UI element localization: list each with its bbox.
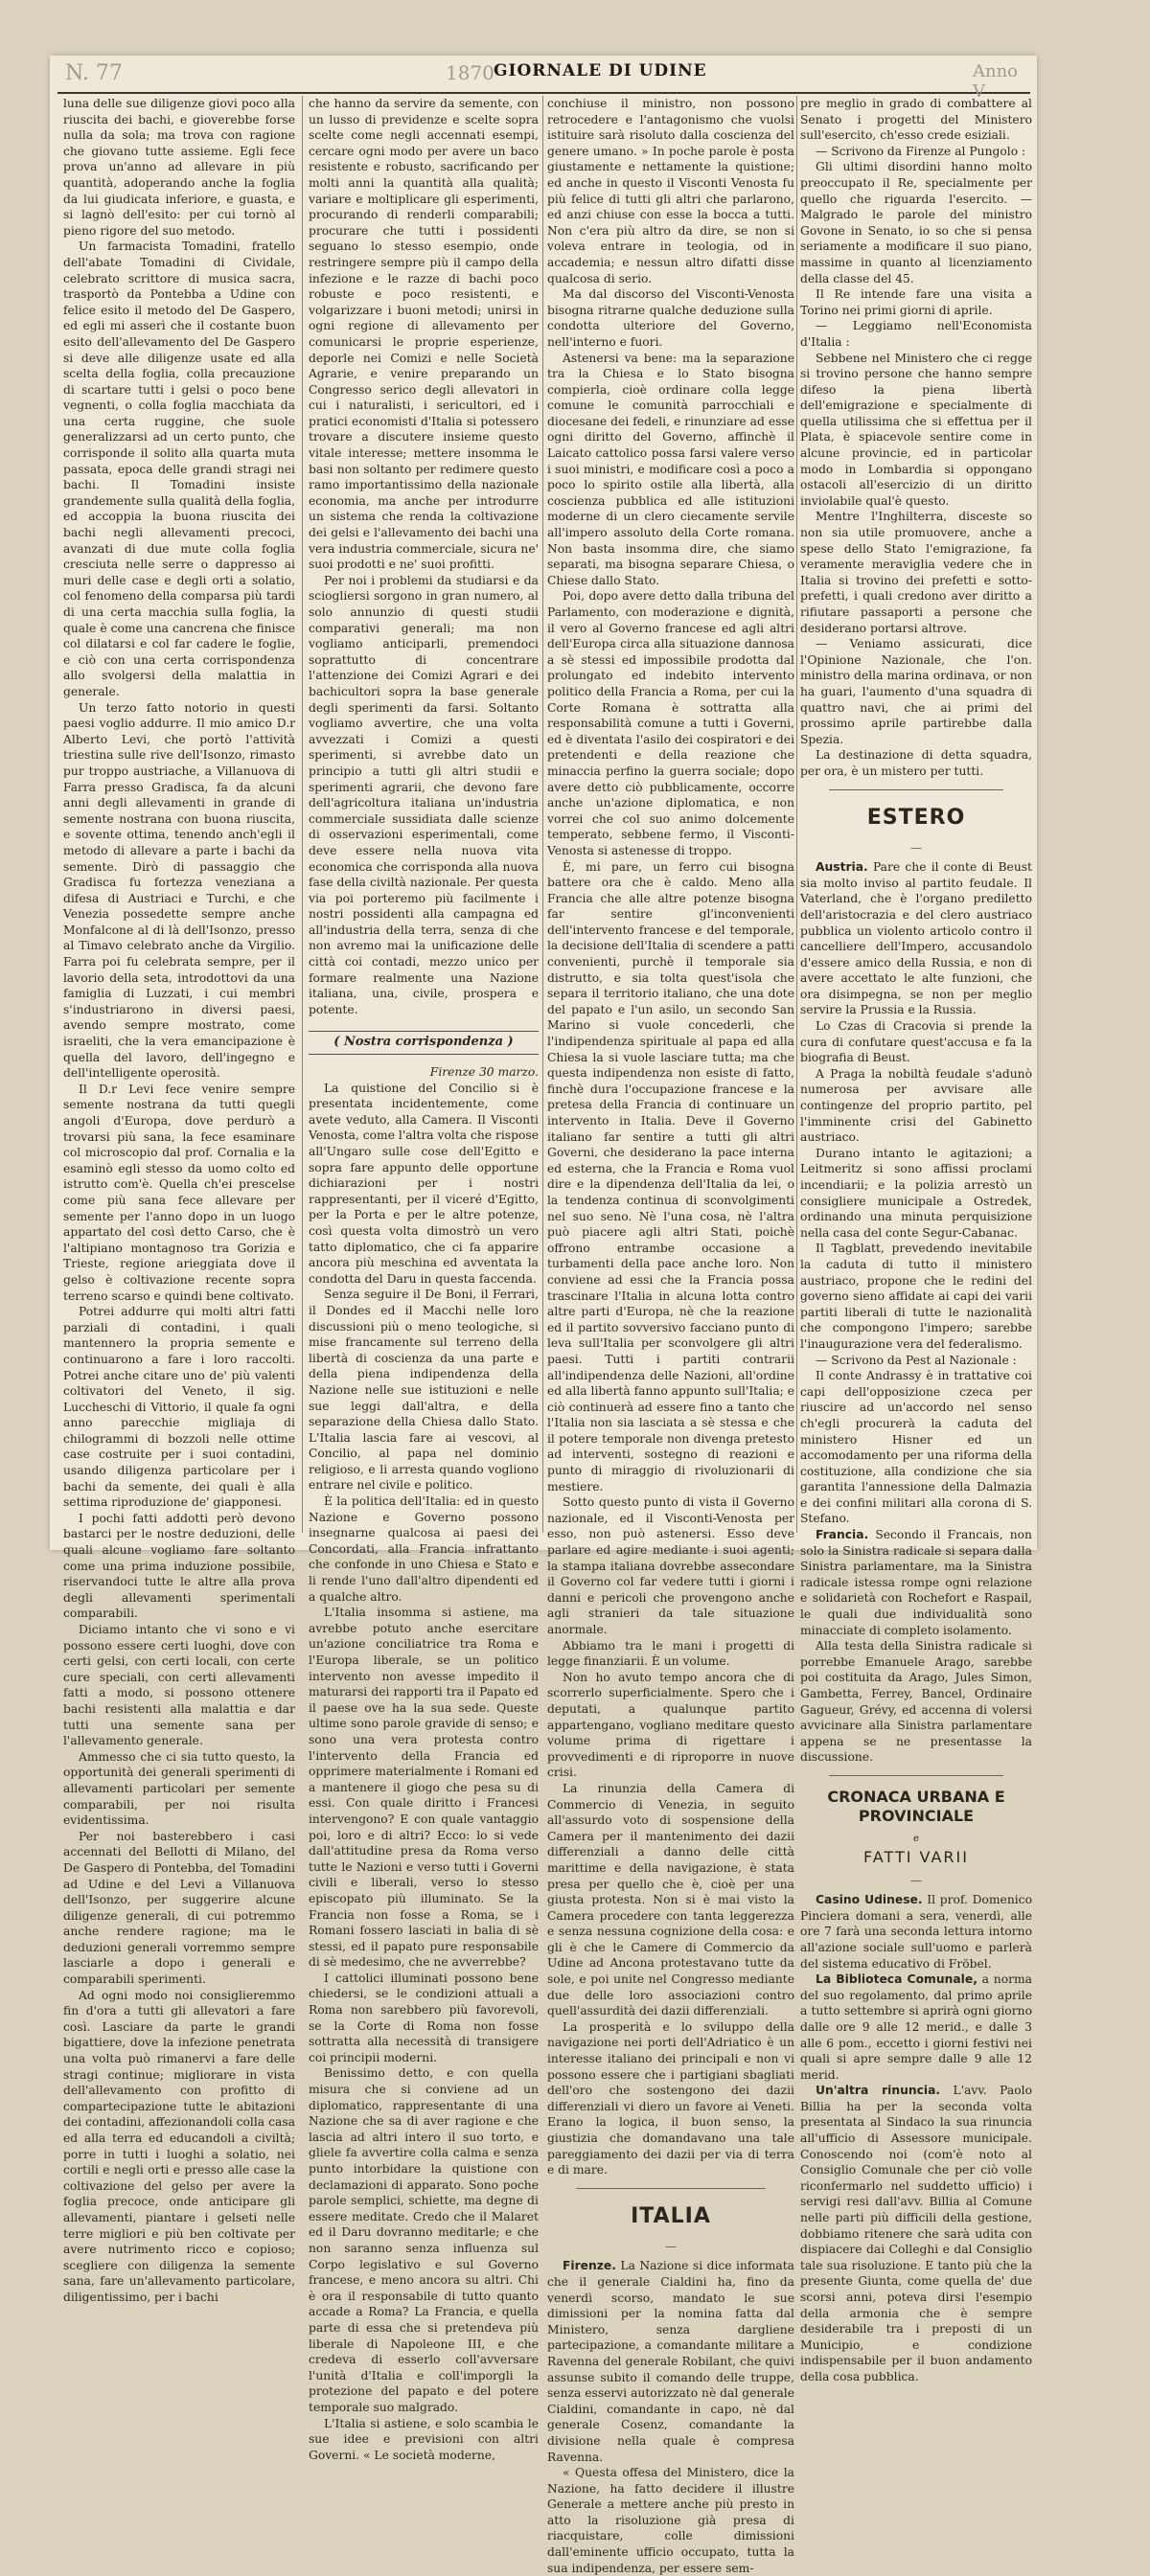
paragraph: Secondo il Francais, non solo la Sinistra radicale si separa dalla Sinistra parlamentare, ma la Sinistra radicale istessa rompe ogni relazione e solidarietà con Rochefort e Raspail, le quali due individualità sono minacciate di completo isolamento. [800,1528,1032,1637]
paragraph: Sebbene nel Ministero che ci regge si trovino persone che hanno sempre difeso la piena libertà dell'emigrazione e specialmente di quella utilissima che si effettua per il Plata, è spiacevole sentire come in alcune provincie, ed in particolar modo in Lombardia si oppongano ostacoli all'esercizio di un diritto inviolabile qual'è questo. [800,351,1032,508]
paragraph: La Nazione si dice informata che il generale Cialdini ha, fino da venerdì scorso, mandato le sue dimissioni per la nomina fatta dal Ministero, senza dargliene partecipazione, a comandante militare a Ravenna del generale Robilant, che quivi assunse subito il comando delle truppe, senza esservi autorizzato nè dal generale Cialdini, comandante in capo, nè dal generale Cosenz, comandante la divisione nella quale è compresa Ravenna. [547,2259,794,2464]
paragraph: La quistione del Concilio si è presentata incidentemente, come avete veduto, alla Camera. Il Visconti Venosta, come l'altra volta che rispose all'Ungaro sulle cose dell'Egitto e sopra fare appunto delle opportune dichiarazioni per i nostri rappresentanti, per il viceré d'Egitto, per la Porta e per le altre potenze, così questa volta dimostrò un vero tatto diplomatico, che ci fa apparire ancora più meschina ed avventata la condotta del Daru in questa faccenda. [309,1081,539,1286]
paragraph: Per noi i problemi da studiarsi e da sciogliersi sorgono in gran numero, al solo annunzio di questi studii comparativi generali; ma non vogliamo anticiparli, premendoci soprattutto di concentrare l'attenzione dei Comizi Agrari e dei bachicultori sopra la base generale degli sperimenti da farsi. Soltanto vogliamo avvertire, che una volta avvezzati i Comizi a questi sperimenti, si avrebbe dato un principio a tutti gli altri studii e sperimenti agrarii, che devono fare dell'agricoltura italiana un'industria commerciale sussidiata dalle scienze di osservazioni esperimentali, come deve essere nella nuova vita economica che corrisponda alla nuova fase della civiltà nazionale. Per questa via poi porteremo più facilmente i nostri possidenti alla campagna ed all'industria della terra, senza di che non avremo mai la unificazione delle città coi contadi, mezzo unico per formare realmente una Nazione italiana, una, civile, prospera e potente. [309,573,539,1016]
paragraph: — Leggiamo nell'Economista d'Italia : [800,319,1032,349]
column-3 [547,96,794,2575]
masthead-year: 1870 [446,61,494,84]
paragraph: Durano intanto le agitazioni; a Leitmeritz si sono affissi proclami incendiarii; e la polizia arrestò un consigliere municipale a Ostredek, ordinando una minuta perquisizione nella casa del conte Segur-Cabanac. [800,1146,1032,1240]
correspondence-heading: ( Nostra corrispondenza ) [309,1031,539,1055]
paragraph: I cattolici illuminati possono bene chiedersi, se le condizioni attuali a Roma non sarebbero più favorevoli, se la Corte di Roma non fosse sottratta alla necessità di transigere coi principii moderni. [309,1971,539,2064]
paragraph: Ma dal discorso del Visconti-Venosta bisogna ritrarne qualche deduzione sulla condotta ulteriore del Governo, nell'interno e fuori. [547,287,794,349]
paragraph: A Praga la nobiltà feudale s'adunò numerosa per avvisare alle contingenze del proprio partito, pel l'imminente crisi del Gabinetto austriaco. [800,1066,1032,1145]
paragraph: Un farmacista Tomadini, fratello dell'abate Tomadini di Cividale, celebrato scrittore di musica sacra, trasportò da Pontebba a Udine con felice esito il metodo del De Gaspero, ed egli mi asserì che il costante buon esito dell'allevamento del De Gaspero si deve alle diligenze usate ed alla scelta della foglia, colla precauzione di scartare tutti i gelsi o poco bene vegnenti, o colla foglia macchiata da una certa ruggine, che suole generalizzarsi ad un certo punto, che corrisponde il solito alla quarta muta passata, epoca delle grandi stragi nei bachi. Il Tomadini insiste grandemente sulla qualità della foglia, ed accoppia la buona riuscita dei bachi negli allevamenti precoci, avanzati di due mute colla foglia cresciuta nelle serre o dappresso ai muri delle case e degli orti a solatio, col fenomeno della comparsa più tardi di una certa macchia sulla foglia, la quale è come una cancrena che finisce col dilatarsi e col far cadere le foglie, e ciò con una certa corrispondenza allo svolgersi della malattia in generale. [63,239,295,698]
paragraph: L'Italia insomma si astiene, ma avrebbe potuto anche esercitare un'azione conciliatrice tra Roma e l'Europa liberale, se un politico intervento non avesse impedito il maturarsi dei rapporti tra il Papato ed il paese ove ha la sua sede. Queste ultime sono parole gravide di senso; e sono una vera protesta contro l'intervento della Francia ed opprimere materialmente i Romani ed a mantenere il giogo che pesa su di essi. Con quale diritto i Francesi intervengono? E con quale vantaggio poi, loro e di altri? Ecco: lo si vede dall'attitudine presa da Roma verso tutte le Nazioni e verso tutti i Governi civili e liberali, verso lo stesso episcopato più illuminato. Se la Francia non fosse a Roma, se i Romani fossero lasciati in balia di sè stessi, ed il papato pure responsabile di sè medesimo, che ne avverrebbe? [309,1606,539,1970]
column-divider [542,96,543,1533]
column-divider [302,96,303,1533]
paragraph: — Scrivono da Firenze al Pungolo : [816,144,1026,158]
section-heading-italia: ITALIA [631,2203,711,2228]
paragraph: — Scrivono da Pest al Nazionale : [816,1353,1017,1367]
paragraph: Ad ogni modo noi consiglieremmo fin d'ora a tutti gli allevatori a fare così. Lasciare da parte le grandi bigattiere, dove la infezione penetrata una volta può rimanervi a fare delle stragi continue; migliorare in vista dell'allevamento con profitto di compartecipazione tutte le abitazioni dei contadini, affezionandoli colla casa ed alla terra ed educandoli a civiltà; porre in tutti i luoghi a solatio, nei cortili e negli orti e presso alle case la coltivazione del gelso per avere la foglia precoce, onde anticipare gli allevamenti, piantare i gelseti nelle terre migliori e più ben coltivate per avere nutrimento ricco e copioso; scegliere con diligenza la semente sana, fare un'allevamento particolare, diligentissimo, per i bachi [63,1988,295,2304]
dateline-austria: Austria. [816,860,868,875]
paragraph: Il Tagblatt, prevedendo inevitabile la caduta di tutto il ministero austriaco, propone che le redini del governo sieno affidate ai capi dei varii partiti liberali di tutte le nazionalità che compongono l'impero; sarebbe l'inaugurazione vera del federalismo. [800,1242,1032,1351]
section-heading-cronaca: CRONACA URBANA E PROVINCIALE [827,1787,1005,1825]
paragraph: Mentre l'Inghilterra, disceste so non sia utile promuovere, anche a spese dello Stato l'emigrazione, fa veramente meraviglia vedere che in Italia si trovino dei prefetti e sotto-prefetti, i quali credono aver diritto a rifiutare passaporti a persone che desiderano portarsi altrove. [800,510,1032,635]
divider [829,789,1003,790]
paragraph: Benissimo detto, e con quella misura che si conviene ad un diplomatico, rappresentante di una Nazione che sa di aver ragione e che lascia ad altri intero il suo torto, e gliele fa avvertire colla calma e senza punto intorbidare la quistione con declamazioni di apparato. Sono poche parole semplici, schiette, ma degne di essere meditate. Credo che il Malaret ed il Daru dovranno meditarle; e che non saranno senza influenza sul Corpo legislativo e sul Governo francese, e meno ancora su altri. Chi è ora il responsabile di tutto quanto accade a Roma? La Francia, e quella parte di essa che si pretendeva più liberale di Napoleone III, e che credeva di esserlo coll'avversare l'unità d'Italia e coll'imporgli la protezione del papato e del potere temporale suo malgrado. [309,2066,539,2414]
divider: — [664,2239,678,2253]
volume-label: Anno V [973,61,1019,102]
paragraph: È la politica dell'Italia: ed in questo Nazione e Governo possono insegnarne qualcosa ai paesi dei Concordati, alla Francia infrattanto che confonde in uno Chiesa e Stato e li rende l'uno dall'altro dipendenti ed a qualche altro. [309,1494,539,1604]
paragraph: Gli ultimi disordini hanno molto preoccupato il Re, specialmente per quello che riguarda l'esercito. — Malgrado le parole del ministro Govone in Senato, io so che si pensa seriamente a modificare il suo piano, massime in quanto al licenziamento della classe del 45. [800,160,1032,285]
masthead [58,57,1030,102]
paragraph: La rinunzia della Camera di Commercio di Venezia, in seguito all'assurdo voto di sospensione della Camera per il mantenimento dei dazii differenziali a danno delle città marittime e della navigazione, è stata presa per quello che è, cioè per una giusta protesta. Non si è mai visto la Camera procedere con tanta leggerezza e senza nessuna cognizione della cosa: e gli è che le Camere di Commercio da Udine ad Ancona protestavano tutte da sole, e poi unite nel Congresso mediante due delle loro associazioni contro quell'assurdità dei dazii differenziali. [547,1781,794,2018]
column-divider [796,96,797,1533]
paragraph: che hanno da servire da semente, con un lusso di previdenze e scelte sopra scelte come negli accennati esempi, cercare ogni modo per avere un baco resistente e robusto, sacrificando per molti anni la quantità alla qualità; variare e moltiplicare gli esperimenti, procurando di renderli comparabili; procurare che tutti i possidenti seguano lo stesso esempio, onde restringere sempre più il campo della infezione e le razze di bachi poco robuste e poco resistenti, e volgarizzare i buoni metodi; unirsi in ogni regione di allevamento per comunicarsi le proprie esperienze, deporle nei Comizi e nelle Società Agrarie, e venire preparando un Congresso serico degli allevatori in cui i naturalisti, i sericultori, ed i pratici economisti d'Italia si potessero trovare a discutere insieme questo vitale interesse; mettere insomma le basi non soltanto per redimere questo ramo importantissimo della nazionale economia, ma anche per introdurre un sistema che renda la coltivazione dei gelsi e l'allevamento dei bachi una vera industria commerciale, sicura ne' suoi prodotti e ne' suoi profitti. [309,97,539,572]
paragraph: La destinazione di detta squadra, per ora, è un mistero per tutti. [800,748,1032,778]
paragraph: Sotto questo punto di vista il Governo nazionale, ed il Visconti-Venosta per esso, non può astenersi. Esso deve parlare ed agire mediante i suoi agenti; la stampa italiana dovrebbe assecondare il Governo col far vedere tutti i giorni i danni e pericoli che provengono anche agli stranieri da tale situazione anormale. [547,1495,794,1636]
divider: — [909,1873,923,1887]
column-4 [800,96,1032,2383]
paragraph: La prosperità e lo sviluppo della navigazione nei porti dell'Adriatico è un interesse italiano dei principali e non vi possono essere che i partigiani sbagliati dell'oro che sostengono dei dazii differenziali vi diero un favore ai Veneti. Erano la logica, il buon senso, la giustizia che domandavano una tale pareggiamento dei dazii per via di terra e di mare. [547,2019,794,2177]
paragraph: Alla testa della Sinistra radicale si porrebbe Emanuele Arago, sarebbe poi costituita da Arago, Jules Simon, Gambetta, Ferrey, Bancel, Ordinaire Gagueur, Grévy, ed accenna di volersi avvicinare alla Sinistra parlamentare appena se ne presentasse la discussione. [800,1639,1032,1765]
paragraph: Diciamo intanto che vi sono e vi possono essere certi luoghi, dove con certi gelsi, con certi locali, con certe cure speciali, con certi allevamenti fatti a modo, si possono ottenere bachi resistenti alla malattia e dar tutti una semente sana per l'allevamento generale. [63,1623,295,1748]
newspaper-title: GIORNALE DI UDINE [494,61,707,80]
paragraph: Un terzo fatto notorio in questi paesi voglio addurre. Il mio amico D.r Alberto Levi, che portò l'attività triestina sulle rive dell'Isonzo, rimasto pur troppo austriache, a Villanuova di Farra presso Gradisca, fa da alcuni anni degli allevamenti in grande di semente nostrana con buona riuscita, e sovente ottima, tenendo anch'egli il metodo di allevare a parte i bachi da semente. Dirò di passaggio che Gradisca fu fortezza veneziana a difesa di Austriaci e Turchi, e che Venezia possedette sempre anche Monfalcone al di là dell'Isonzo, presso al Timavo celebrato anche da Virgilio. Farra poi fu celebrata sempre, per il lavorio della seta, introdottovi da una famiglia di Luzzati, i cui membri s'industriarono in diversi paesi, avendo sempre mostrato, come israeliti, che la vera emancipazione è quella del lavoro, dell'ingegno e dell'intelligente operosità. [63,700,295,1081]
paragraph: Potrei addurre qui molti altri fatti parziali di contadini, i quali mantennero la propria semente e continuarono a fare i loro raccolti. Potrei anche citare uno de' più valenti coltivatori del Veneto, il sig. Luccheschi di Vittorio, il quale fa ogni anno parecchie migliaja di chilogrammi di bozzoli nelle ottime case costruite per i suoi contadini, usando diligenza particolare per i bachi da semente, dei quali è alla settima riproduzione de' giapponesi. [63,1305,295,1510]
paragraph: Il conte Andrassy è in trattative coi capi dell'opposizione czeca per riuscire ad un'accordo nel senso ch'egli procurerà la caduta del ministero Hisner ed un accomodamento per una riforma della costituzione, alla condizione che sia garantita l'annessione della Dalmazia e dei confini militari alla corona di S. Stefano. [800,1369,1032,1526]
paragraph: luna delle sue diligenze giovi poco alla riuscita dei bachi, e gioverebbe forse nulla da sola; ma trova con ragione che giovano tutte assieme. Egli fece prova un'anno ad allevare in più quantità, adoperando anche la foglia da lui giudicata inferiore, e guasta, e si lagnò dell'esito: per cui tornò al pieno rigore del suo metodo. [63,97,295,238]
paragraph: Il Re intende fare una visita a Torino nei primi giorni di aprile. [800,287,1032,317]
section-heading-estero: ESTERO [866,805,966,830]
dateline: Firenze 30 marzo. [429,1065,539,1080]
paragraph: Astenersi va bene: ma la separazione tra la Chiesa e lo Stato bisogna compierla, cioè ordinare colla legge comune le comunità parrocchiali e diocesane dei fedeli, e rinunziare ad esse ogni diritto del Governo, affinchè il Laicato cattolico possa farsi valere verso i suoi ministri, e modificare così a poco a poco lo spirito ostile alla libertà, alla coscienza pubblica ed alle istituzioni moderne di un clero ciecamente servile all'impero assoluto della Corte romana. Non basta insomma dire, che siamo separati, ma bisogna separare Chiesa, o Chiese dallo Stato. [547,351,794,587]
divider [576,2188,766,2189]
dateline-francia: Francia. [816,1528,869,1542]
section-subheading: FATTI VARII [863,1847,969,1866]
paragraph: — Veniamo assicurati, dice l'Opinione Nazionale, che l'on. ministro della marina ordinava, or non ha guari, l'aumento d'una squadra di quattro navi, che ai primi del prossimo aprile partirebbe dalla Spezia. [800,637,1032,746]
paragraph: Senza seguire il De Boni, il Ferrari, il Dondes ed il Macchi nelle loro discussioni più o meno teologiche, si mise francamente sul terreno della libertà di coscienza da una parte e della piena indipendenza della Nazione nelle sue istituzioni e nelle sue leggi dall'altra, e della separazione della Chiesa dallo Stato. L'Italia lascia fare ai vescovi, al Concilio, al papa nel dominio religioso, e li arresta quando vogliono entrare nel civile e politico. [309,1288,539,1493]
paragraph: « Questa offesa del Ministero, dice la Nazione, ha fatto decidere il illustre Generale a mettere anche più presto in atto la risoluzione già presa di riacquistare, colle dimissioni dall'eminente ufficio occupato, tutta la sua indipendenza, per essere sem- [547,2466,794,2575]
paragraph: È, mi pare, un ferro cui bisogna battere ora che è caldo. Meno alla Francia che alle altre potenze bisogna far sentire gl'inconvenienti dell'intervento francese e del temporale, la decisione dell'Italia di scendere a patti convenienti, purchè il temporale sia distrutto, e sia tolta quest'isola che separa il territorio italiano, che una dote del papato e l'un asilo, un secondo San Marino si vuole concederli, che l'indipendenza spirituale al papa ed alla Chiesa la si vuole lasciare tutta; ma che questa indipendenza non esiste di fatto, finchè dura l'occupazione francese e la pretesa della Francia di continuare un intervento in Italia. Deve il Governo italiano far sentire a tutti gli altri Governi, che desiderano la pace interna ed esterna, che la Francia e Roma vuol dire e la dipendenza dell'Italia da lei, o la tendenza continua di sconvolgimenti nel suo seno. Nè l'una cosa, nè l'altra può piacere agli altri Stati, poichè offrono entrambe occasione a turbamenti della pace anche loro. Non conviene ad essi che la Francia possa trascinare l'Italia in alcuna lotta contro altre parti d'Europa, nè che la reazione ed il partito sovversivo facciano punto di leva sull'Italia per sconvolgere gli altri paesi. Tutti i partiti contrarii all'indipendenza delle Nazioni, all'ordine ed alla libertà fanno appunto sull'Italia; e ciò continuerà ad essere fino a tanto che l'Italia non sia lasciata a sè stessa e che il potere temporale non divenga pretesto ad interventi, sostegno di reazioni e punto di miraggio di rivoluzionarii di mestiere. [547,859,794,1493]
paragraph: L'Italia si astiene, e solo scambia le sue idee e previsioni con altri Governi. « Le società moderne, [309,2416,539,2462]
paragraph: Il D.r Levi fece venire sempre semente nostrana da tutti quegli angoli d'Europa, dove perdurò a trovarsi più sana, la fece esaminare col microscopio dal prof. Cornalia e la esaminò egli stesso da uomo colto ed istrutto com'è. Quella ch'ei prescelse come più sana fece allevare per semente per l'anno dopo in un luogo appartato del così detto Carso, che è l'altipiano montagnoso tra Gorizia e Trieste, regione arieggiata dove il gelso è coltivazione recente sopra terreno scarso e quindi bene coltivato. [63,1082,295,1303]
paragraph: Il prof. Domenico Pinciera domani a sera, venerdì, alle ore 7 farà una seconda lettura intorno all'azione sociale sull'uomo e parlerà del sistema educativo di Fröbel. [800,1893,1032,1971]
dateline-firenze: Firenze. [563,2259,616,2273]
divider [829,1775,1003,1776]
item-heading: Casino Udinese. [816,1893,923,1907]
paragraph: Lo Czas di Cracovia si prende la cura di confutare quest'accusa e fa la biografia di Beust. [800,1019,1032,1065]
paragraph: L'avv. Paolo Billia ha per la seconda volta presentata al Sindaco la sua rinuncia all'ufficio di Assessore municipale. Conoscendo noi (com'è noto al Consiglio Comunale che per ciò volle riconfermarlo nel suddetto ufficio) i servigi resi dall'avv. Billia al Comune nelle parti più difficili della gestione, dobbiamo ritenere che sarà udita con dispiacere dai Colleghi e dal Consiglio tale sua risoluzione. E tanto più che la presente Giunta, come quella de' due scorsi anni, poteva dirsi l'esempio della armonia che è sempre desiderabile tra i preposti di un Municipio, e condizione indispensabile per il buon andamento della cosa pubblica. [800,2084,1032,2383]
paragraph: Non ho avuto tempo ancora che di scorrerlo superficialmente. Spero che i deputati, a qualunque partito appartengano, vogliano meditare questo volume prima di rigettare i provvedimenti e di riproporre in nuove crisi. [547,1670,794,1780]
divider: — [909,840,923,855]
item-heading: Un'altra rinuncia. [816,2084,941,2098]
paragraph: Pare che il conte di Beust sia molto inviso al partito feudale. Il Vaterland, che è l'organo prediletto dell'aristocrazia e del clero austriaco pubblica un violento articolo contro il cancelliere dell'Impero, accusandolo d'essere amico della Russia, e non di avere accettato le alte funzioni, che ora disimpegna, se non per meglio servire la Prussia e la Russia. [800,860,1032,1017]
paragraph: Ammesso che ci sia tutto questo, la opportunità dei generali sperimenti di allevamenti particolari per semente comparabili, per noi risulta evidentissima. [63,1749,295,1828]
paragraph: I pochi fatti addotti però devono bastarci per le nostre deduzioni, delle quali alcune vogliamo fare soltanto come una prima induzione possibile, riservandoci tutte le altre alla prova degli allevamenti sperimentali comparabili. [63,1511,295,1621]
column-2 [309,96,539,2462]
paragraph: Abbiamo tra le mani i progetti di legge finanziarii. È un volume. [547,1638,794,1669]
paragraph: Per noi basterebbero i casi accennati del Bellotti di Milano, del De Gaspero di Pontebba, del Tomadini ad Udine e del Levi a Villanuova dell'Isonzo, per suggerire alcune diligenze generali, di cui potremmo anche rendere ragione; ma le deduzioni generali vorremmo sempre lasciarle a dopo i generali e comparabili sperimenti. [63,1829,295,1987]
paragraph: a norma del suo regolamento, dal primo aprile a tutto settembre si aprirà ogni giorno dalle ore 9 alle 12 merid., e dalle 3 alle 6 pom., eccetto i giorni festivi nei quali si apre sempre dalle 9 alle 12 merid. [800,1972,1032,2082]
heading-conjunction: e [913,1833,919,1844]
page-number: N. 77 [65,61,123,85]
paragraph: conchiuse il ministro, non possono retrocedere e l'antagonismo che vuolsi istituire sarà risoluto dalla coscienza del genere umano. » In poche parole è posta giustamente e nettamente la quistione; ed anche in questo il Visconti Venosta fu più felice di tutti gli altri che parlarono, ed anzi chiuse con esse la bocca a tutti. Non c'era più altro da dire, se non si voleva entrare in teologia, od in accademia; e nessun altro difatti disse qualcosa di serio. [547,97,794,285]
item-heading: La Biblioteca Comunale, [816,1972,978,1987]
column-1 [63,96,295,2304]
paragraph: pre meglio in grado di combattere al Senato i progetti del Ministero sull'esercito, ch'esso crede esiziali. [800,97,1032,143]
paragraph: Poi, dopo avere detto dalla tribuna del Parlamento, con moderazione e dignità, il vero al Governo francese ed agli altri dell'Europa circa alla situazione dannosa a sè stessi ed impossibile prodotta dal prolungato ed indebito intervento politico della Francia a Roma, per cui la Corte Romana è sottratta alla responsabilità comune a tutti i Governi, ed è diventata l'asilo dei cospiratori e dei pretendenti e della reazione che minaccia perfino la guerra sociale; dopo avere detto ciò pubblicamente, occorre anche un'azione diplomatica, e non vorrei che col suo animo dolcemente temperato, sebbene fermo, il Visconti-Venosta si astenesse di troppo. [547,589,794,857]
